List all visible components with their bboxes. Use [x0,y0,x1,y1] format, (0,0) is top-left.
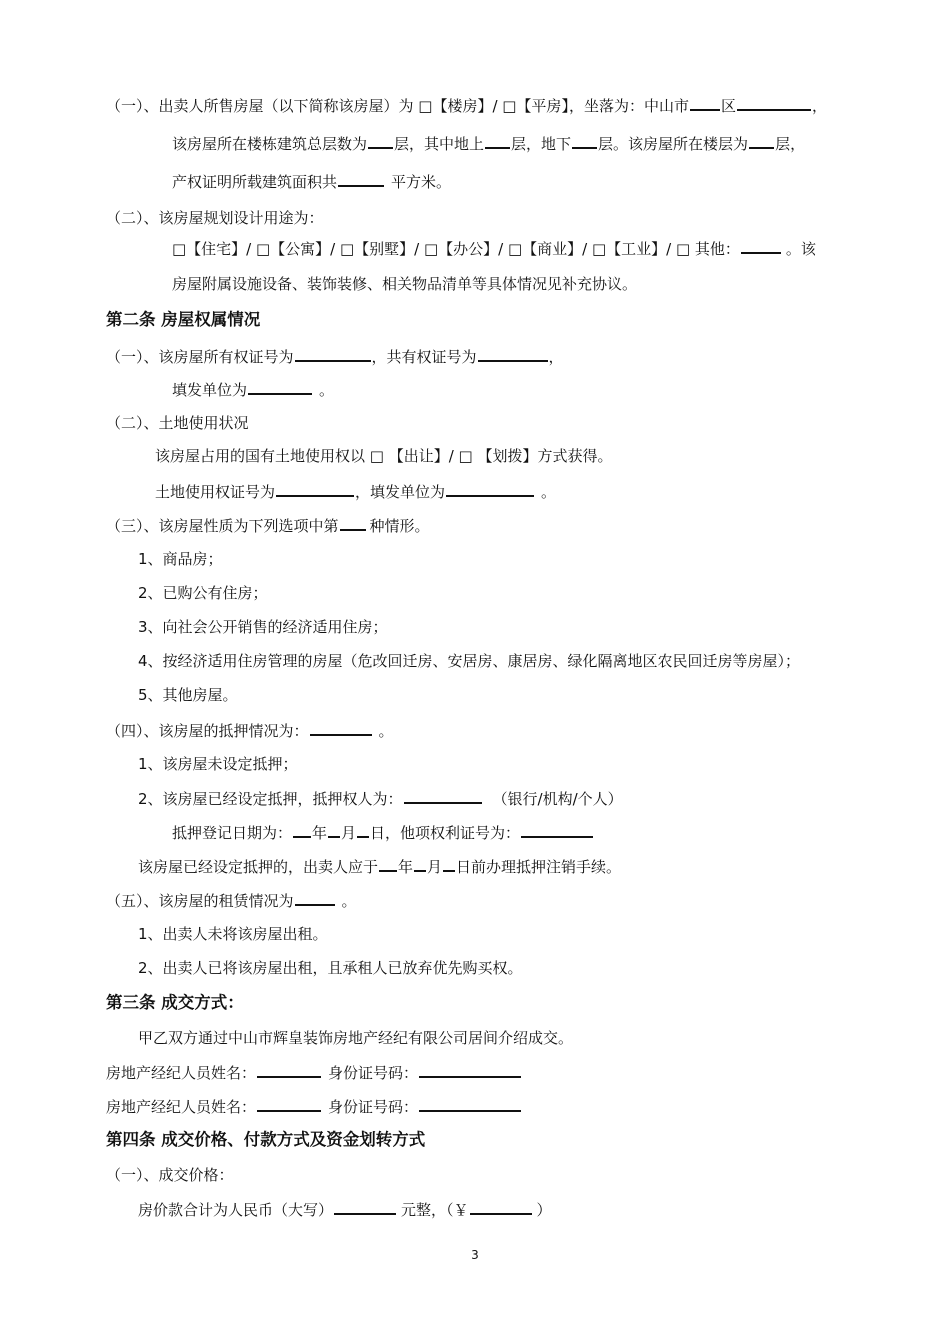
price-number-blank[interactable] [470,1198,532,1215]
agent-id-blank-1[interactable] [419,1061,521,1078]
a3-line-1: 甲乙双方通过中山市辉皇装饰房地产经纪有限公司居间介绍成交。 [138,1029,574,1047]
text: （四）、该房屋的抵押情况为： [106,722,309,740]
text: 房地产经纪人员姓名： [106,1064,257,1082]
a2-2-line-1: （二）、土地使用状况 [106,414,249,432]
a4-line-1: （一）、成交价格： [106,1166,234,1184]
release-month-blank[interactable] [414,855,426,872]
text: 。 [541,483,557,501]
text: 种情形。 [369,517,430,535]
text: 。该 [785,240,816,258]
text: 该房屋所在楼栋建筑总层数为 [172,135,368,153]
a2-3-line-1 [106,514,430,537]
a2-5-line-3: 2、出卖人已将该房屋出租，且承租人已放弃优先购买权。 [138,959,523,977]
co-ownership-cert-blank[interactable] [478,345,548,362]
district-blank[interactable] [690,94,720,111]
text: 日，他项权利证号为： [370,824,521,842]
text: 。 [341,892,357,910]
above-ground-blank[interactable] [485,132,510,149]
a2-4-line-3 [138,787,623,810]
text: （三）、该房屋性质为下列选项中第 [106,517,339,535]
text: 房地产经纪人员姓名： [106,1098,257,1116]
text: 房价款合计为人民币（大写） [138,1201,334,1219]
clause-1-line-1: （一）、出卖人所售房屋（以下简称该房屋）为 □【楼房】/ □【平房】，坐落为：中山市 区 ， [106,94,827,117]
text: 填发单位为 [172,381,248,399]
text: （五）、该房屋的租赁情况为 [106,892,294,910]
mortgagee-blank[interactable] [404,787,482,804]
nature-option-1: 1、商品房； [138,550,223,568]
text: ，共有权证号为 [371,348,477,366]
text: 层，地下 [511,135,572,153]
article-4-heading: 第四条 成交价格、付款方式及资金划转方式 [106,1130,426,1149]
a2-1-line-2 [172,378,334,401]
a2-4-line-5 [138,855,621,878]
text: 2、该房屋已经设定抵押，抵押权人为： [138,790,403,808]
text: （一）、出卖人所售房屋（以下简称该房屋）为 □【楼房】/ □【平房】，坐落为：中山市 [106,97,689,115]
text: 日前办理抵押注销手续。 [456,858,622,876]
total-floors-blank[interactable] [368,132,393,149]
a2-1-line-1 [106,345,564,368]
other-rights-cert-blank[interactable] [521,821,593,838]
a2-4-line-4 [172,821,594,844]
lease-status-blank[interactable] [295,889,335,906]
agent-id-blank-2[interactable] [419,1095,521,1112]
release-day-blank[interactable] [443,855,455,872]
a2-2-line-3 [155,480,556,503]
text: 层。该房屋所在楼层为 [598,135,749,153]
mortgage-day-blank[interactable] [357,821,369,838]
text: ， [548,348,564,366]
clause-2-line-3: 房屋附属设施设备、装饰装修、相关物品清单等具体情况见补充协议。 [172,275,638,293]
page-number: 3 [471,1248,479,1262]
mortgage-year-blank[interactable] [293,821,311,838]
text: 身份证号码： [328,1064,419,1082]
ownership-cert-blank[interactable] [295,345,371,362]
land-cert-blank[interactable] [276,480,354,497]
text: （一）、该房屋所有权证号为 [106,348,294,366]
clause-2-line-1: （二）、该房屋规划设计用途为： [106,209,324,227]
issuer-blank[interactable] [248,378,312,395]
nature-option-blank[interactable] [340,514,366,531]
text: ） [536,1201,552,1219]
article-3-heading: 第三条 成交方式： [106,993,244,1012]
land-issuer-blank[interactable] [446,480,534,497]
floor-blank[interactable] [749,132,774,149]
a2-4-line-2: 1、该房屋未设定抵押； [138,755,298,773]
text: 。 [378,722,394,740]
agent-row-2 [106,1095,522,1118]
other-use-blank[interactable] [741,237,781,254]
text: 平方米。 [391,173,452,191]
text: 层， [775,135,806,153]
agent-name-blank-1[interactable] [257,1061,321,1078]
nature-option-5: 5、其他房屋。 [138,686,238,704]
text: □【住宅】/ □【公寓】/ □【别墅】/ □【办公】/ □【商业】/ □【工业】/ □ 其他： [172,240,740,258]
text: 月 [341,824,357,842]
text: 月 [427,858,443,876]
a4-line-2 [138,1198,552,1221]
price-words-blank[interactable] [334,1198,396,1215]
mortgage-month-blank[interactable] [328,821,340,838]
nature-option-2: 2、已购公有住房； [138,584,268,602]
text: ，填发单位为 [355,483,446,501]
article-2-heading: 第二条 房屋权属情况 [106,310,261,329]
a2-2-line-2: 该房屋占用的国有土地使用权以 □ 【出让】/ □ 【划拨】方式获得。 [155,447,613,465]
text: （银行/机构/个人） [492,790,623,808]
area-blank[interactable] [338,170,384,187]
a2-5-line-1 [106,889,357,912]
nature-option-4: 4、按经济适用住房管理的房屋（危改回迁房、安居房、康居房、绿化隔离地区农民回迁房等房屋）； [138,652,801,670]
text: 。 [319,381,335,399]
address-blank[interactable] [737,94,811,111]
agent-row-1 [106,1061,522,1084]
text: 产权证明所载建筑面积共 [172,173,338,191]
clause-2-line-2 [172,237,816,260]
text: 土地使用权证号为 [155,483,276,501]
text: 抵押登记日期为： [172,824,293,842]
clause-1-line-3 [172,170,451,193]
a2-4-line-1 [106,719,394,742]
text: 该房屋已经设定抵押的，出卖人应于 [138,858,379,876]
text: 区 [720,97,736,115]
text: 年 [312,824,328,842]
text: 层，其中地上 [394,135,485,153]
text: 元整，（￥ [401,1201,469,1219]
clause-1-line-2 [172,132,805,155]
agent-name-blank-2[interactable] [257,1095,321,1112]
text: 身份证号码： [328,1098,419,1116]
mortgage-status-blank[interactable] [310,719,372,736]
below-ground-blank[interactable] [572,132,597,149]
text: 年 [398,858,414,876]
a2-5-line-2: 1、出卖人未将该房屋出租。 [138,925,328,943]
release-year-blank[interactable] [379,855,397,872]
nature-option-3: 3、向社会公开销售的经济适用住房； [138,618,388,636]
